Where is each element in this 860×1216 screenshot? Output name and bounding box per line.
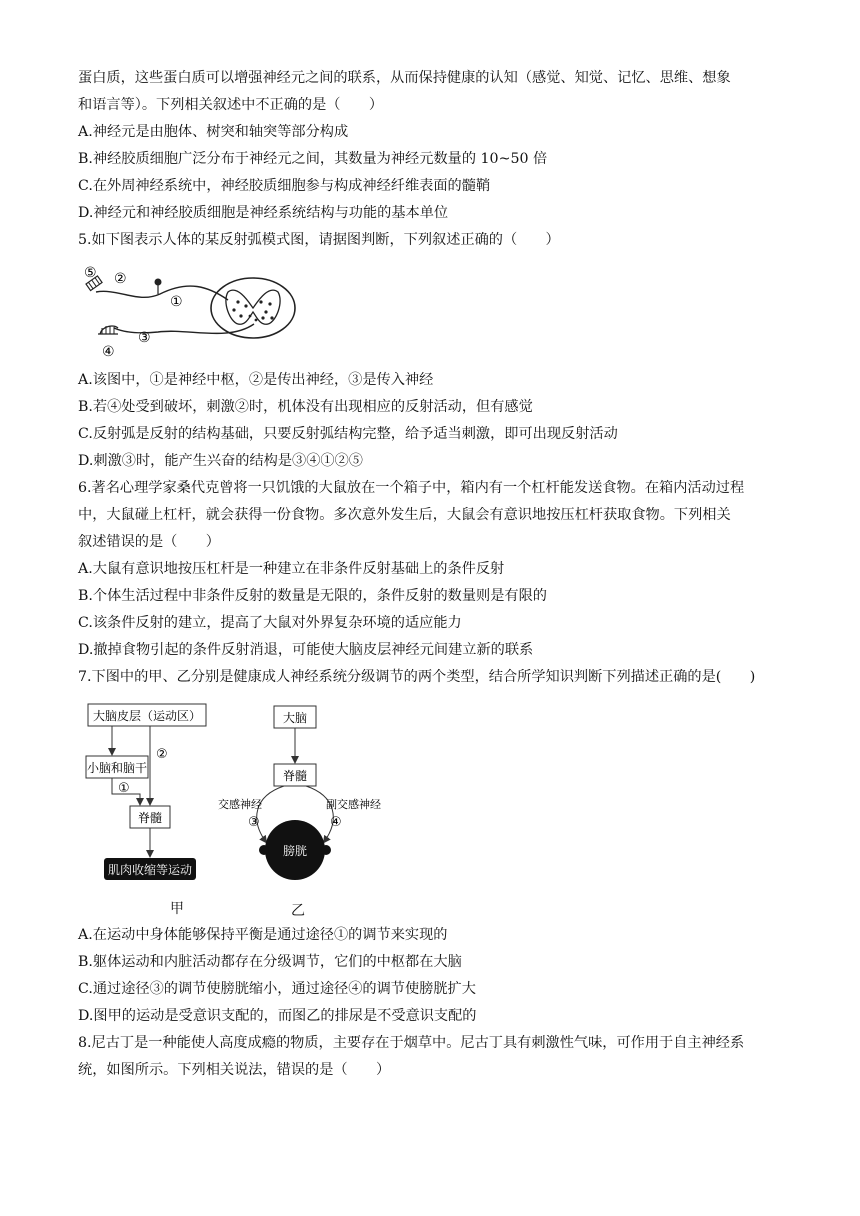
q7-option-a: A.在运动中身体能够保持平衡是通过途径①的调节来实现的 bbox=[78, 927, 448, 943]
q8-stem-line1: 8.尼古丁是一种能使人高度成瘾的物质，主要存在于烟草中。尼古丁具有刺激性气味，可作用于自主神经系 bbox=[78, 1035, 745, 1051]
q5-option-b: B.若④处受到破坏，刺激②时，机体没有出现相应的反射活动，但有感觉 bbox=[78, 399, 533, 415]
caption-yi: 乙 bbox=[291, 903, 305, 919]
caption-jia: 甲 bbox=[170, 901, 184, 917]
q5-option-a: A.该图中，①是神经中枢，②是传出神经，③是传入神经 bbox=[78, 372, 434, 388]
q5-stem: 5.如下图表示人体的某反射弧模式图，请据图判断，下列叙述正确的（ ） bbox=[78, 232, 560, 248]
jia-path-1: ① bbox=[118, 781, 130, 796]
diagram-jia bbox=[82, 700, 222, 886]
q8-stem-line2: 统，如图所示。下列相关说法，错误的是（ ） bbox=[78, 1062, 391, 1078]
jia-path-2: ② bbox=[156, 747, 168, 762]
yi-path-3: ③ bbox=[248, 815, 260, 830]
q4-stem-line2: 和语言等）。下列相关叙述中不正确的是（ ） bbox=[78, 97, 384, 113]
label-2: ② bbox=[114, 271, 127, 287]
q6-stem-line2: 中，大鼠碰上杠杆，就会获得一份食物。多次意外发生后，大鼠会有意识地按压杠杆获取食物。下列相关 bbox=[78, 507, 731, 523]
q6-stem-line1: 6.著名心理学家桑代克曾将一只饥饿的大鼠放在一个箱子中，箱内有一个杠杆能发送食物。在箱内活动过程 bbox=[78, 480, 745, 496]
q7-option-d: D.图甲的运动是受意识支配的，而图乙的排尿是不受意识支配的 bbox=[78, 1008, 477, 1024]
yi-brain-box: 大脑 bbox=[282, 711, 308, 725]
yi-spinal-box: 脊髓 bbox=[282, 769, 308, 783]
jia-cortex-box: 大脑皮层（运动区） bbox=[92, 709, 202, 723]
q6-stem-line3: 叙述错误的是（ ） bbox=[78, 534, 220, 550]
q7-option-b: B.躯体运动和内脏活动都存在分级调节，它们的中枢都在大脑 bbox=[78, 954, 462, 970]
q4-option-b: B.神经胶质细胞广泛分布于神经元之间，其数量为神经元数量的 10~50 倍 bbox=[78, 151, 548, 167]
q7-option-c: C.通过途径③的调节使膀胱缩小，通过途径④的调节使膀胱扩大 bbox=[78, 981, 476, 997]
diagram-yi bbox=[214, 700, 404, 886]
q4-option-d: D.神经元和神经胶质细胞是神经系统结构与功能的基本单位 bbox=[78, 205, 449, 221]
q6-option-a: A.大鼠有意识地按压杠杆是一种建立在非条件反射基础上的条件反射 bbox=[78, 561, 505, 577]
q7-stem: 7.下图中的甲、乙分别是健康成人神经系统分级调节的两个类型，结合所学知识判断下列描述正确的是( ) bbox=[78, 669, 756, 685]
q6-option-c: C.该条件反射的建立，提高了大鼠对外界复杂环境的适应能力 bbox=[78, 615, 462, 631]
q6-option-b: B.个体生活过程中非条件反射的数量是无限的，条件反射的数量则是有限的 bbox=[78, 588, 547, 604]
q5-option-d: D.刺激③时，能产生兴奋的结构是③④①②⑤ bbox=[78, 453, 363, 469]
label-5: ⑤ bbox=[84, 265, 97, 281]
q5-option-c: C.反射弧是反射的结构基础，只要反射弧结构完整，给予适当刺激，即可出现反射活动 bbox=[78, 426, 618, 442]
q4-stem-line1: 蛋白质，这些蛋白质可以增强神经元之间的联系，从而保持健康的认知（感觉、知觉、记忆、思维、想象 bbox=[78, 70, 731, 86]
yi-sympathetic-label: 交感神经 bbox=[218, 798, 262, 811]
yi-parasympathetic-label: 副交感神经 bbox=[326, 798, 381, 811]
reflex-arc-figure bbox=[78, 262, 308, 362]
yi-path-4: ④ bbox=[330, 815, 342, 830]
jia-cerebellum-box: 小脑和脑干 bbox=[86, 761, 148, 775]
label-3: ③ bbox=[138, 330, 151, 346]
label-4: ④ bbox=[102, 344, 115, 360]
label-1: ① bbox=[170, 294, 183, 310]
q6-option-d: D.撤掉食物引起的条件反射消退，可能使大脑皮层神经元间建立新的联系 bbox=[78, 642, 534, 658]
q4-option-a: A.神经元是由胞体、树突和轴突等部分构成 bbox=[78, 124, 349, 140]
jia-output-box: 肌肉收缩等运动 bbox=[107, 863, 193, 877]
yi-bladder: 膀胱 bbox=[282, 844, 308, 858]
jia-spinal-box: 脊髓 bbox=[137, 811, 163, 825]
q4-option-c: C.在外周神经系统中，神经胶质细胞参与构成神经纤维表面的髓鞘 bbox=[78, 178, 491, 194]
